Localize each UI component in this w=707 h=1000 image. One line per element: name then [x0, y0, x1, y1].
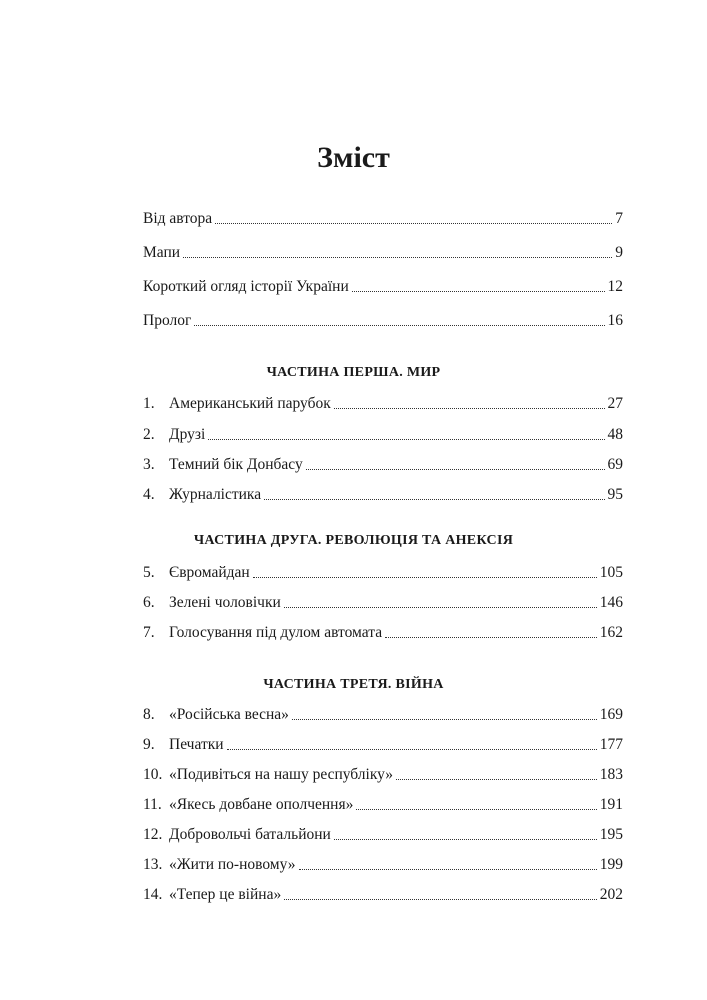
chapter-page: 202	[599, 886, 623, 903]
chapter-title: «Тепер це війна»	[169, 886, 282, 903]
chapter-page: 69	[607, 456, 623, 473]
chapter-number: 5.	[143, 564, 155, 581]
chapter-page: 48	[607, 426, 623, 443]
toc-chapter-3[interactable]	[143, 454, 623, 476]
chapter-number: 3.	[143, 456, 155, 473]
chapter-title: Журналістика	[169, 486, 262, 503]
dot-leader	[208, 439, 604, 440]
dot-leader	[396, 779, 597, 780]
dot-leader	[352, 291, 605, 292]
toc-entry-title: Короткий огляд історії України	[143, 278, 349, 295]
toc-entry-page: 7	[615, 210, 623, 227]
chapter-page: 169	[599, 706, 623, 723]
toc-chapter-13[interactable]	[143, 854, 623, 876]
part-heading-2: ЧАСТИНА ДРУГА. РЕВОЛЮЦІЯ ТА АНЕКСІЯ	[193, 533, 514, 548]
chapter-page: 195	[599, 826, 623, 843]
toc-entry-title: Мапи	[143, 244, 181, 261]
dot-leader	[356, 809, 596, 810]
dot-leader	[253, 577, 597, 578]
chapter-page: 191	[599, 796, 623, 813]
dot-leader	[292, 719, 597, 720]
chapter-title: Голосування під дулом автомата	[169, 624, 383, 641]
chapter-title: Американський парубок	[169, 395, 331, 412]
chapter-title: Печатки	[169, 736, 224, 753]
chapter-title: Темний бік Донбасу	[169, 456, 303, 473]
toc-entry-page: 16	[607, 312, 623, 329]
dot-leader	[299, 869, 597, 870]
toc-entry-page: 12	[607, 278, 623, 295]
toc-chapter-7[interactable]	[143, 622, 623, 644]
chapter-title: «Жити по-новому»	[169, 856, 296, 873]
chapter-number: 4.	[143, 486, 155, 503]
chapter-number: 13.	[143, 856, 163, 873]
chapter-number: 11.	[143, 796, 162, 813]
chapter-number: 9.	[143, 736, 155, 753]
chapter-number: 1.	[143, 395, 155, 412]
toc-chapter-12[interactable]	[143, 824, 623, 846]
dot-leader	[385, 637, 597, 638]
toc-chapter-11[interactable]	[143, 794, 623, 816]
part-heading-1: ЧАСТИНА ПЕРША. МИР	[266, 365, 441, 380]
dot-leader	[264, 499, 604, 500]
chapter-page: 27	[607, 395, 623, 412]
chapter-page: 95	[607, 486, 623, 503]
dot-leader	[183, 257, 612, 258]
chapter-number: 7.	[143, 624, 155, 641]
part-heading-3: ЧАСТИНА ТРЕТЯ. ВІЙНА	[263, 677, 444, 692]
chapter-page: 162	[599, 624, 623, 641]
toc-chapter-10[interactable]	[143, 764, 623, 786]
toc-entry-maps[interactable]	[143, 242, 623, 264]
chapter-page: 199	[599, 856, 623, 873]
chapter-title: «Якесь довбане ополчення»	[169, 796, 354, 813]
chapter-title: Друзі	[169, 426, 206, 443]
toc-entry-history[interactable]	[143, 276, 623, 298]
dot-leader	[215, 223, 612, 224]
chapter-number: 6.	[143, 594, 155, 611]
chapter-title: «Подивіться на нашу республіку»	[169, 766, 394, 783]
chapter-number: 10.	[143, 766, 163, 783]
chapter-title: Євромайдан	[169, 564, 250, 581]
dot-leader	[227, 749, 597, 750]
chapter-title: Добровольчі батальйони	[169, 826, 331, 843]
chapter-title: Зелені чоловічки	[169, 594, 281, 611]
dot-leader	[194, 325, 604, 326]
chapter-page: 105	[599, 564, 623, 581]
chapter-title: «Російська весна»	[169, 706, 289, 723]
dot-leader	[306, 469, 605, 470]
toc-entry-title: Від автора	[143, 210, 213, 227]
chapter-number: 12.	[143, 826, 163, 843]
chapter-number: 8.	[143, 706, 155, 723]
toc-chapter-14[interactable]	[143, 884, 623, 906]
toc-chapter-1[interactable]	[143, 393, 623, 415]
toc-chapter-6[interactable]	[143, 592, 623, 614]
chapter-number: 14.	[143, 886, 163, 903]
chapter-number: 2.	[143, 426, 155, 443]
toc-entry-prologue[interactable]	[143, 310, 623, 332]
toc-chapter-4[interactable]	[143, 484, 623, 506]
dot-leader	[334, 408, 605, 409]
dot-leader	[284, 607, 597, 608]
dot-leader	[334, 839, 597, 840]
toc-chapter-8[interactable]	[143, 704, 623, 726]
toc-chapter-2[interactable]	[143, 424, 623, 446]
chapter-page: 177	[599, 736, 623, 753]
toc-entry-page: 9	[615, 244, 623, 261]
chapter-page: 146	[599, 594, 623, 611]
dot-leader	[284, 899, 597, 900]
toc-entry-title: Пролог	[143, 312, 192, 329]
chapter-page: 183	[599, 766, 623, 783]
toc-entry-author-note[interactable]	[143, 208, 623, 230]
toc-chapter-5[interactable]	[143, 562, 623, 584]
toc-chapter-9[interactable]	[143, 734, 623, 756]
page-title: Зміст	[317, 141, 390, 174]
